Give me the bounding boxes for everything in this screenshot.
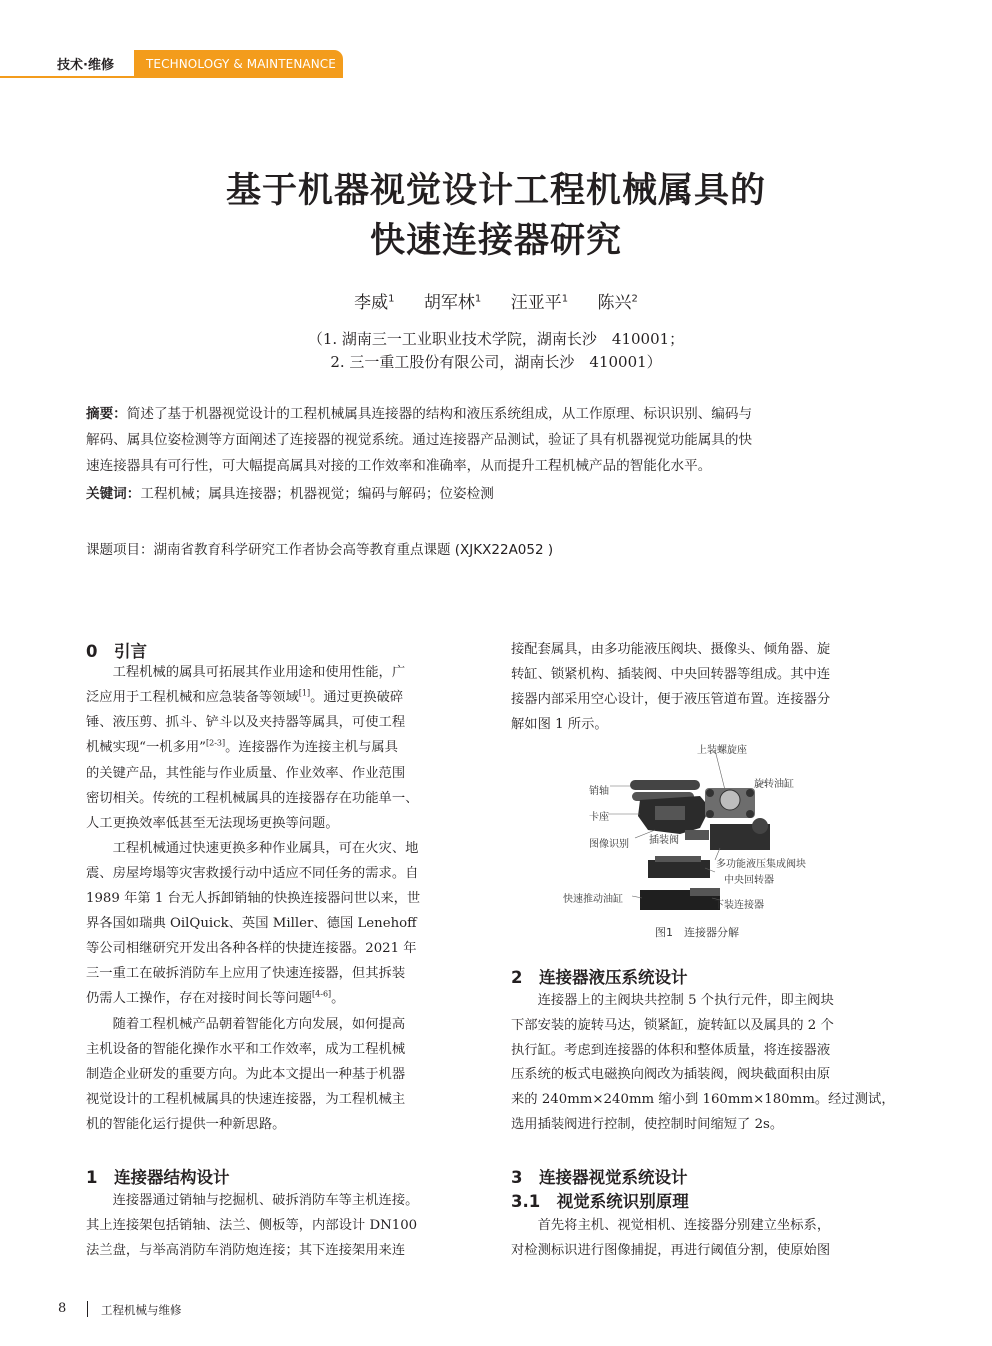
- top-rotate-seat-part: [705, 788, 755, 818]
- body-line: 工程机械通过快速更换多种作业属具，可在火灾、地: [86, 841, 419, 856]
- body-line: 的关键产品，其性能与作业质量、作业效率、作业范围: [86, 766, 406, 781]
- figure-label: 多功能液压集成阀块: [716, 859, 806, 870]
- author-list: [0, 288, 992, 313]
- body-line: 人工更换效率低甚至无法现场更换等问题。: [86, 816, 339, 831]
- section-1-title: 1 连接器结构设计: [86, 1168, 230, 1187]
- body-line: 震、房屋垮塌等灾害救援行动中适应不同任务的需求。自: [86, 866, 419, 881]
- body-line: 等公司相继研究开发出各种各样的快捷连接器。2021 年: [86, 941, 417, 956]
- title-line-1: 基于机器视觉设计工程机械属具的: [225, 171, 766, 211]
- body-line: 制造企业研发的重要方向。为此本文提出一种基于机器: [86, 1067, 406, 1082]
- body-line: 首先将主机、视觉相机、连接器分别建立坐标系，: [511, 1218, 831, 1233]
- journal-name: 工程机械与维修: [101, 1303, 182, 1317]
- lower-connector-part: [640, 888, 720, 910]
- section-3-1-title: 3.1 视觉系统识别原理: [511, 1192, 689, 1211]
- figure-label: 下装连接器: [714, 900, 764, 911]
- figure-label: 旋转油缸: [754, 779, 794, 790]
- body-line: 压系统的板式电磁换向阀改为插装阀，阀块截面积由原: [511, 1067, 831, 1082]
- body-line: 界各国如瑞典 OilQuick、英国 Miller、德国 Lenehoff: [86, 916, 417, 931]
- body-line: 机的智能化运行提供一种新思路。: [86, 1117, 286, 1132]
- body-line: 选用插装阀进行控制，使控制时间缩短了 2s。: [511, 1117, 784, 1132]
- author: 李威$^1$: [354, 293, 395, 313]
- author: 陈兴$^2$: [597, 293, 638, 313]
- section-3-title: 3 连接器视觉系统设计: [511, 1168, 688, 1187]
- body-line: 工程机械的属具可拓展其作业用途和使用性能，广: [86, 665, 406, 680]
- body-line: 仍需人工操作，存在对接时间长等问题[4-6]。: [86, 989, 345, 1006]
- body-line: 其上连接架包括销轴、法兰、侧板等，内部设计 DN100: [86, 1218, 418, 1233]
- central-rotary-part: [648, 856, 710, 878]
- footer-divider: [87, 1301, 88, 1317]
- abstract-line: 速连接器具有可行性，可大幅提高属具对接的工作效率和准确率，从而提升工程机械产品的智能化水平。: [86, 458, 712, 474]
- figure-label: 快速推动油缸: [563, 894, 623, 905]
- figure-label: 销轴: [589, 786, 609, 797]
- body-line: 连接器上的主阀块共控制 5 个执行元件，即主阀块: [511, 993, 834, 1008]
- body-line: 1989 年第 1 台无人拆卸销轴的快换连接器问世以来，世: [86, 891, 421, 906]
- figure-label: 图像识别: [589, 839, 629, 850]
- body-line: 密切相关。传统的工程机械属具的连接器存在功能单一、: [86, 791, 419, 806]
- keywords-label: 关键词：: [86, 486, 141, 502]
- body-line: 随着工程机械产品朝着智能化方向发展，如何提高: [86, 1017, 406, 1032]
- abstract-line: 摘要：简述了基于机器视觉设计的工程机械属具连接器的结构和液压系统组成，从工作原理、标识识别、编码与: [86, 406, 753, 422]
- body-line: 接配套属具，由多功能液压阀块、摄像头、倾角器、旋: [511, 642, 831, 657]
- body-line: 解如图 1 所示。: [511, 717, 608, 732]
- project-funding: 课题项目：湖南省教育科学研究工作者协会高等教育重点课题 (XJKX22A052 ): [86, 542, 554, 558]
- body-line: 下部安装的旋转马达，锁紧缸，旋转缸以及属具的 2 个: [511, 1018, 834, 1033]
- citation[interactable]: [1]: [298, 688, 311, 698]
- keywords-line: 关键词：工程机械；属具连接器；机器视觉；编码与解码；位姿检测: [86, 486, 494, 502]
- figure-label: 插装阀: [649, 835, 679, 846]
- clip-seat-part: [638, 796, 710, 834]
- figure-label: 卡座: [589, 812, 609, 823]
- citation[interactable]: [4-6]: [312, 989, 332, 999]
- body-line: 泛应用于工程机械和应急装备等领域[1]。通过更换破碎: [86, 688, 404, 705]
- header-section-cn: 技术·维修: [57, 58, 114, 73]
- body-line: 接器内部采用空心设计，便于液压管道布置。连接器分: [511, 692, 831, 707]
- body-line: 法兰盘，与举高消防车消防炮连接；其下连接架用来连: [86, 1243, 406, 1258]
- affiliation-line-1: （1. 湖南三一工业职业技术学院，湖南长沙 410001；: [307, 330, 685, 348]
- body-line: 三一重工在破拆消防车上应用了快速连接器，但其拆装: [86, 966, 406, 981]
- header-section-en: TECHNOLOGY & MAINTENANCE: [146, 57, 336, 71]
- figure-label: 上装螺旋座: [697, 745, 747, 756]
- body-line: 转缸、锁紧机构、插装阀、中央回转器等组成。其中连: [511, 667, 831, 682]
- author: 胡军林$^1$: [423, 293, 482, 313]
- figure-caption: 图1 连接器分解: [655, 926, 739, 939]
- abstract-label: 摘要：: [86, 406, 127, 422]
- body-line: 视觉设计的工程机械属具的快速连接器，为工程机械主: [86, 1092, 406, 1107]
- abstract-line: 解码、属具位姿检测等方面阐述了连接器的视觉系统。通过连接器产品测试，验证了具有机器视觉功能属具的快: [86, 432, 753, 448]
- body-line: 机械实现“一机多用”[2-3]。连接器作为连接主机与属具: [86, 738, 398, 755]
- body-line: 连接器通过销轴与挖掘机、破拆消防车等主机连接。: [86, 1193, 419, 1208]
- section-0-title: 0 引言: [86, 642, 147, 661]
- section-2-title: 2 连接器液压系统设计: [511, 968, 688, 987]
- body-line: 来的 240mm×240mm 缩小到 160mm×180mm。经过测试，: [511, 1092, 895, 1107]
- body-line: 主机设备的智能化操作水平和工作效率，成为工程机械: [86, 1042, 406, 1057]
- body-line: 锤、液压剪、抓斗、铲斗以及夹持器等属具，可使工程: [86, 715, 406, 730]
- figure-label: 中央回转器: [724, 875, 774, 886]
- header-rule: [0, 76, 343, 78]
- page-number: 8: [58, 1301, 67, 1316]
- affiliation-line-2: 2. 三一重工股份有限公司，湖南长沙 410001）: [330, 353, 662, 371]
- citation[interactable]: [2-3]: [205, 738, 226, 748]
- title-line-2: 快速连接器研究: [369, 221, 622, 261]
- author: 汪亚平$^1$: [510, 293, 569, 313]
- body-line: 执行缸。考虑到连接器的体积和整体质量，将连接器液: [511, 1043, 831, 1058]
- body-line: 对检测标识进行图像捕捉，再进行阈值分割，使原始图: [511, 1243, 831, 1258]
